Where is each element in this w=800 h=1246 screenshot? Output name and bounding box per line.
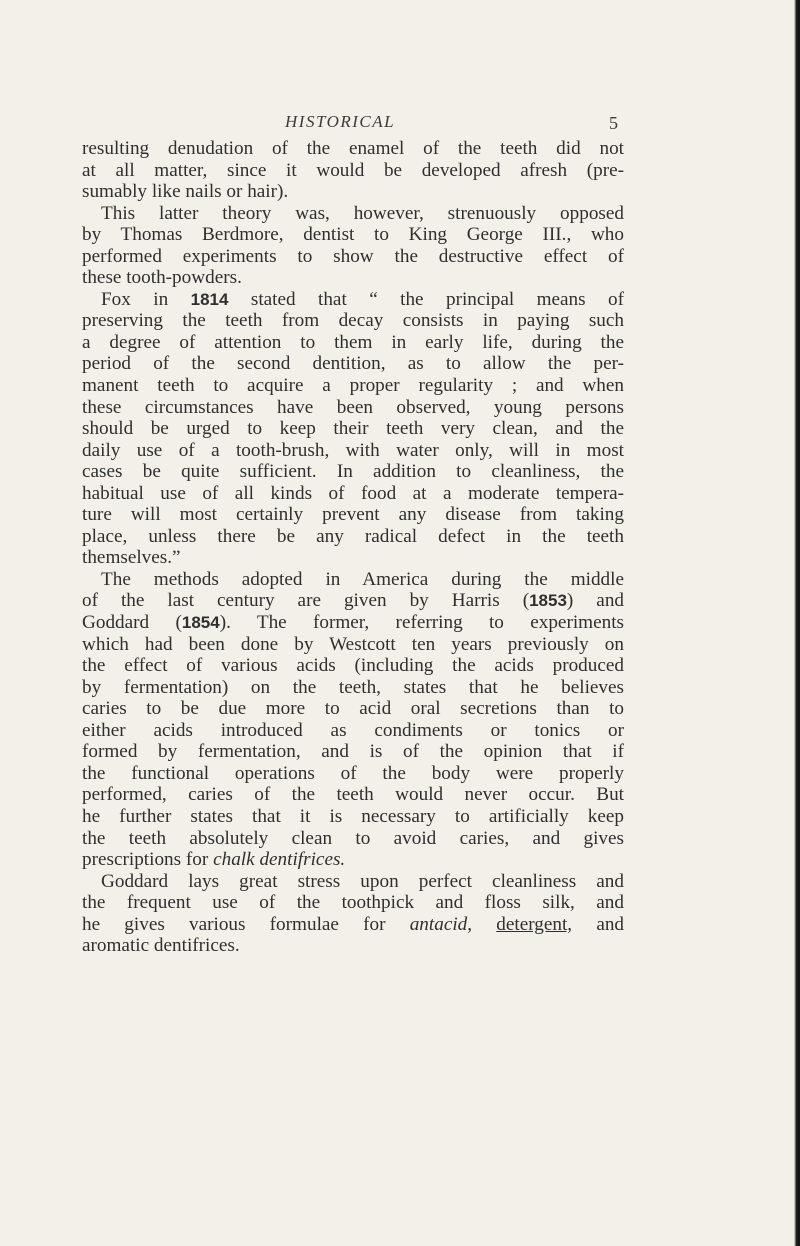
page-edge bbox=[794, 0, 800, 1246]
text-line: these circumstances have been observed, young persons bbox=[82, 396, 624, 418]
text-line: performed experiments to show the destructive effect of bbox=[82, 245, 624, 267]
text-line: daily use of a tooth-brush, with water only, will in most bbox=[82, 439, 624, 461]
text-line: Goddard lays great stress upon perfect cleanliness and bbox=[101, 870, 624, 892]
text-line: caries to be due more to acid oral secretions than to bbox=[82, 698, 624, 720]
text-line: The methods adopted in America during the middle bbox=[101, 568, 624, 590]
line-segment: prescriptions for bbox=[82, 849, 209, 871]
text-line: formed by fermentation, and is of the opinion that if bbox=[82, 741, 624, 763]
text-line: cases be quite sufficient. In addition to cleanliness, the bbox=[82, 461, 624, 483]
text-line: resulting denudation of the enamel of the teeth did not bbox=[82, 138, 624, 159]
rich-line: Fox in 1814 stated that “ the principal means of bbox=[101, 288, 624, 310]
underlined-word: detergent, bbox=[496, 913, 573, 935]
text-line: by Thomas Berdmore, dentist to King George III., who bbox=[82, 224, 624, 246]
text-line bbox=[82, 914, 624, 936]
text-line: the teeth absolutely clean to avoid caries, and gives bbox=[82, 827, 624, 849]
text-line: the effect of various acids (including the acids produced bbox=[82, 655, 624, 677]
page-number: 5 bbox=[609, 113, 618, 133]
text-line: at all matter, since it would be developed afresh (pre- bbox=[82, 159, 624, 181]
text-line: a degree of attention to them in early life, during the bbox=[82, 331, 624, 353]
rich-line: Goddard (1854). The former, referring to experiments bbox=[82, 612, 624, 634]
text-line: manent teeth to acquire a proper regularity ; and when bbox=[82, 375, 624, 397]
text-line: aromatic dentifrices. bbox=[82, 935, 240, 957]
text-line: period of the second dentition, as to allow the per- bbox=[82, 353, 624, 375]
year: 1854 bbox=[181, 613, 220, 633]
italic-phrase: chalk dentifrices. bbox=[213, 849, 346, 871]
text-line: place, unless there be any radical defect in the teeth bbox=[82, 525, 624, 547]
text-line: themselves.” bbox=[82, 547, 181, 569]
text-line-with-year bbox=[82, 590, 624, 612]
running-head: HISTORICAL bbox=[285, 112, 396, 131]
text-line: performed, caries of the teeth would never occur. But bbox=[82, 784, 624, 806]
text-line: these tooth-powders. bbox=[82, 267, 242, 289]
year: 1814 bbox=[190, 289, 229, 309]
text-line: by fermentation) on the teeth, states that he believes bbox=[82, 676, 624, 698]
line-segment: and bbox=[596, 913, 625, 935]
text-line: habitual use of all kinds of food at a moderate tempera- bbox=[82, 482, 624, 504]
body-text bbox=[82, 138, 624, 957]
text-line-with-year bbox=[82, 289, 624, 311]
text-line: the functional operations of the body were properly bbox=[82, 762, 624, 784]
text-line: which had been done by Westcott ten years previously on bbox=[82, 633, 624, 655]
text-line: sumably like nails or hair). bbox=[82, 181, 289, 203]
line-segment: he gives various formulae for bbox=[82, 913, 386, 935]
text-line: he further states that it is necessary to artificially keep bbox=[82, 805, 624, 827]
year: 1853 bbox=[529, 591, 567, 611]
italic-word: antacid, bbox=[409, 913, 473, 935]
page-header bbox=[82, 112, 622, 134]
text-line: preserving the teeth from decay consists in paying such bbox=[82, 310, 624, 332]
text-line: either acids introduced as condiments or tonics or bbox=[82, 719, 624, 741]
text-line: the frequent use of the toothpick and floss silk, and bbox=[82, 892, 624, 914]
text-line-with-year bbox=[82, 612, 624, 634]
text-line: should be urged to keep their teeth very clean, and the bbox=[82, 418, 624, 440]
text-line: ture will most certainly prevent any disease from taking bbox=[82, 504, 624, 526]
text-line bbox=[82, 849, 624, 871]
rich-line: of the last century are given by Harris (1853) and bbox=[82, 590, 625, 612]
text-line: This latter theory was, however, strenuously opposed bbox=[101, 202, 624, 224]
